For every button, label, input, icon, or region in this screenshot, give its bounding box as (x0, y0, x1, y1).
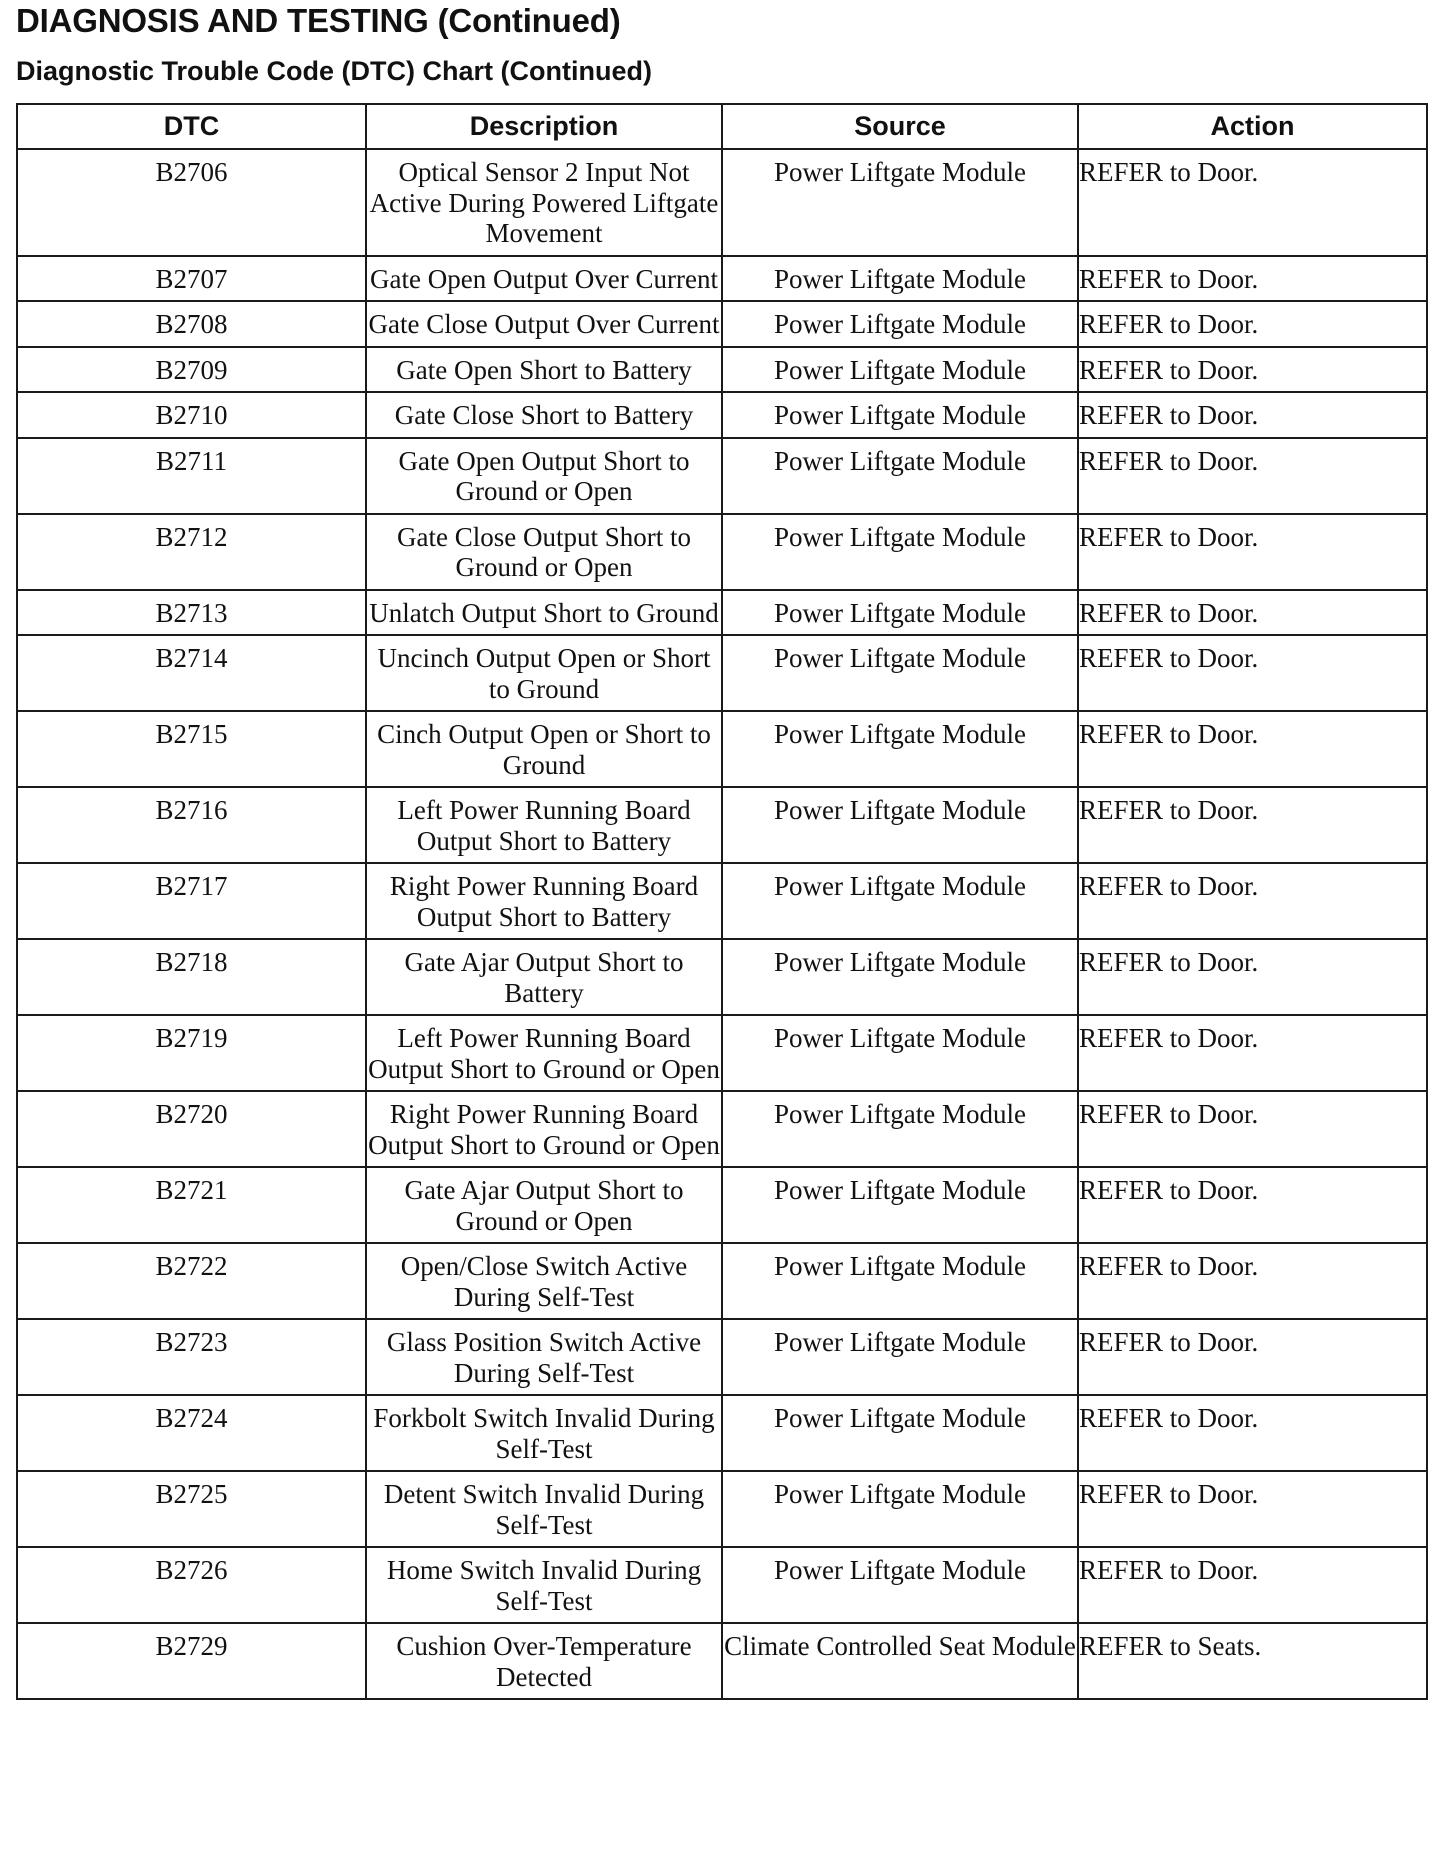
description-cell: Cinch Output Open or Short to Ground (366, 711, 722, 787)
action-cell: REFER to Door. (1078, 939, 1427, 1015)
description-cell: Gate Close Output Short to Ground or Open (366, 514, 722, 590)
description-cell: Gate Open Short to Battery (366, 347, 722, 393)
description-cell: Detent Switch Invalid During Self-Test (366, 1471, 722, 1547)
dtc-cell: B2712 (17, 514, 366, 590)
table-row (17, 347, 1427, 393)
table-row (17, 1395, 1427, 1471)
description-cell: Gate Close Short to Battery (366, 392, 722, 438)
dtc-cell: B2723 (17, 1319, 366, 1395)
dtc-cell: B2729 (17, 1623, 366, 1699)
source-cell: Power Liftgate Module (722, 1243, 1078, 1319)
description-cell: Optical Sensor 2 Input Not Active During Powered Liftgate Movement (366, 149, 722, 256)
column-header-source: Source (722, 104, 1078, 149)
dtc-cell: B2725 (17, 1471, 366, 1547)
dtc-cell: B2721 (17, 1167, 366, 1243)
source-cell: Power Liftgate Module (722, 590, 1078, 636)
source-cell: Power Liftgate Module (722, 1319, 1078, 1395)
dtc-cell: B2710 (17, 392, 366, 438)
source-cell: Power Liftgate Module (722, 301, 1078, 347)
table-row (17, 1623, 1427, 1699)
description-cell: Cushion Over-Temperature Detected (366, 1623, 722, 1699)
description-cell: Gate Close Output Over Current (366, 301, 722, 347)
action-cell: REFER to Door. (1078, 711, 1427, 787)
description-cell: Left Power Running Board Output Short to Ground or Open (366, 1015, 722, 1091)
action-cell: REFER to Door. (1078, 1167, 1427, 1243)
table-row (17, 939, 1427, 1015)
dtc-cell: B2707 (17, 256, 366, 302)
table-row (17, 590, 1427, 636)
table-row (17, 1319, 1427, 1395)
source-cell: Power Liftgate Module (722, 1395, 1078, 1471)
table-row (17, 1015, 1427, 1091)
source-cell: Power Liftgate Module (722, 1091, 1078, 1167)
dtc-cell: B2714 (17, 635, 366, 711)
dtc-cell: B2724 (17, 1395, 366, 1471)
description-cell: Right Power Running Board Output Short to Battery (366, 863, 722, 939)
source-cell: Power Liftgate Module (722, 347, 1078, 393)
action-cell: REFER to Door. (1078, 301, 1427, 347)
table-row (17, 787, 1427, 863)
section-subtitle: Diagnostic Trouble Code (DTC) Chart (Continued) (16, 56, 652, 86)
source-cell: Power Liftgate Module (722, 256, 1078, 302)
page-title: DIAGNOSIS AND TESTING (Continued) (16, 2, 621, 39)
action-cell: REFER to Door. (1078, 347, 1427, 393)
table-row (17, 149, 1427, 256)
action-cell: REFER to Door. (1078, 863, 1427, 939)
description-cell: Gate Ajar Output Short to Battery (366, 939, 722, 1015)
table-row (17, 514, 1427, 590)
table-row (17, 1167, 1427, 1243)
table-row (17, 1471, 1427, 1547)
table-row (17, 438, 1427, 514)
description-cell: Left Power Running Board Output Short to Battery (366, 787, 722, 863)
dtc-cell: B2711 (17, 438, 366, 514)
action-cell: REFER to Door. (1078, 1395, 1427, 1471)
source-cell: Climate Controlled Seat Module (722, 1623, 1078, 1699)
action-cell: REFER to Door. (1078, 1243, 1427, 1319)
action-cell: REFER to Door. (1078, 392, 1427, 438)
dtc-cell: B2726 (17, 1547, 366, 1623)
action-cell: REFER to Door. (1078, 438, 1427, 514)
table-row (17, 392, 1427, 438)
description-cell: Uncinch Output Open or Short to Ground (366, 635, 722, 711)
description-cell: Unlatch Output Short to Ground (366, 590, 722, 636)
table-row (17, 863, 1427, 939)
source-cell: Power Liftgate Module (722, 1015, 1078, 1091)
dtc-cell: B2718 (17, 939, 366, 1015)
column-header-action: Action (1078, 104, 1427, 149)
action-cell: REFER to Door. (1078, 635, 1427, 711)
table-row (17, 301, 1427, 347)
table-row (17, 1547, 1427, 1623)
source-cell: Power Liftgate Module (722, 939, 1078, 1015)
dtc-cell: B2715 (17, 711, 366, 787)
table-body (17, 149, 1427, 1699)
source-cell: Power Liftgate Module (722, 1471, 1078, 1547)
dtc-cell: B2708 (17, 301, 366, 347)
dtc-cell: B2717 (17, 863, 366, 939)
dtc-cell: B2706 (17, 149, 366, 256)
description-cell: Home Switch Invalid During Self-Test (366, 1547, 722, 1623)
table-row (17, 635, 1427, 711)
source-cell: Power Liftgate Module (722, 1167, 1078, 1243)
table-row (17, 1091, 1427, 1167)
dtc-cell: B2713 (17, 590, 366, 636)
action-cell: REFER to Door. (1078, 514, 1427, 590)
source-cell: Power Liftgate Module (722, 1547, 1078, 1623)
dtc-cell: B2709 (17, 347, 366, 393)
description-cell: Gate Open Output Over Current (366, 256, 722, 302)
column-header-description: Description (366, 104, 722, 149)
source-cell: Power Liftgate Module (722, 149, 1078, 256)
action-cell: REFER to Door. (1078, 787, 1427, 863)
source-cell: Power Liftgate Module (722, 635, 1078, 711)
source-cell: Power Liftgate Module (722, 392, 1078, 438)
description-cell: Open/Close Switch Active During Self-Test (366, 1243, 722, 1319)
source-cell: Power Liftgate Module (722, 787, 1078, 863)
table-row (17, 711, 1427, 787)
table-row (17, 256, 1427, 302)
action-cell: REFER to Door. (1078, 590, 1427, 636)
action-cell: REFER to Seats. (1078, 1623, 1427, 1699)
table-header-row (17, 104, 1427, 149)
source-cell: Power Liftgate Module (722, 863, 1078, 939)
dtc-cell: B2719 (17, 1015, 366, 1091)
action-cell: REFER to Door. (1078, 256, 1427, 302)
description-cell: Gate Open Output Short to Ground or Open (366, 438, 722, 514)
description-cell: Forkbolt Switch Invalid During Self-Test (366, 1395, 722, 1471)
description-cell: Gate Ajar Output Short to Ground or Open (366, 1167, 722, 1243)
action-cell: REFER to Door. (1078, 1015, 1427, 1091)
description-cell: Glass Position Switch Active During Self-Test (366, 1319, 722, 1395)
dtc-cell: B2722 (17, 1243, 366, 1319)
source-cell: Power Liftgate Module (722, 438, 1078, 514)
source-cell: Power Liftgate Module (722, 711, 1078, 787)
action-cell: REFER to Door. (1078, 1471, 1427, 1547)
description-cell: Right Power Running Board Output Short to Ground or Open (366, 1091, 722, 1167)
dtc-chart-table (16, 103, 1428, 1700)
action-cell: REFER to Door. (1078, 1091, 1427, 1167)
action-cell: REFER to Door. (1078, 149, 1427, 256)
column-header-dtc: DTC (17, 104, 366, 149)
action-cell: REFER to Door. (1078, 1319, 1427, 1395)
action-cell: REFER to Door. (1078, 1547, 1427, 1623)
dtc-cell: B2720 (17, 1091, 366, 1167)
source-cell: Power Liftgate Module (722, 514, 1078, 590)
table-row (17, 1243, 1427, 1319)
dtc-cell: B2716 (17, 787, 366, 863)
